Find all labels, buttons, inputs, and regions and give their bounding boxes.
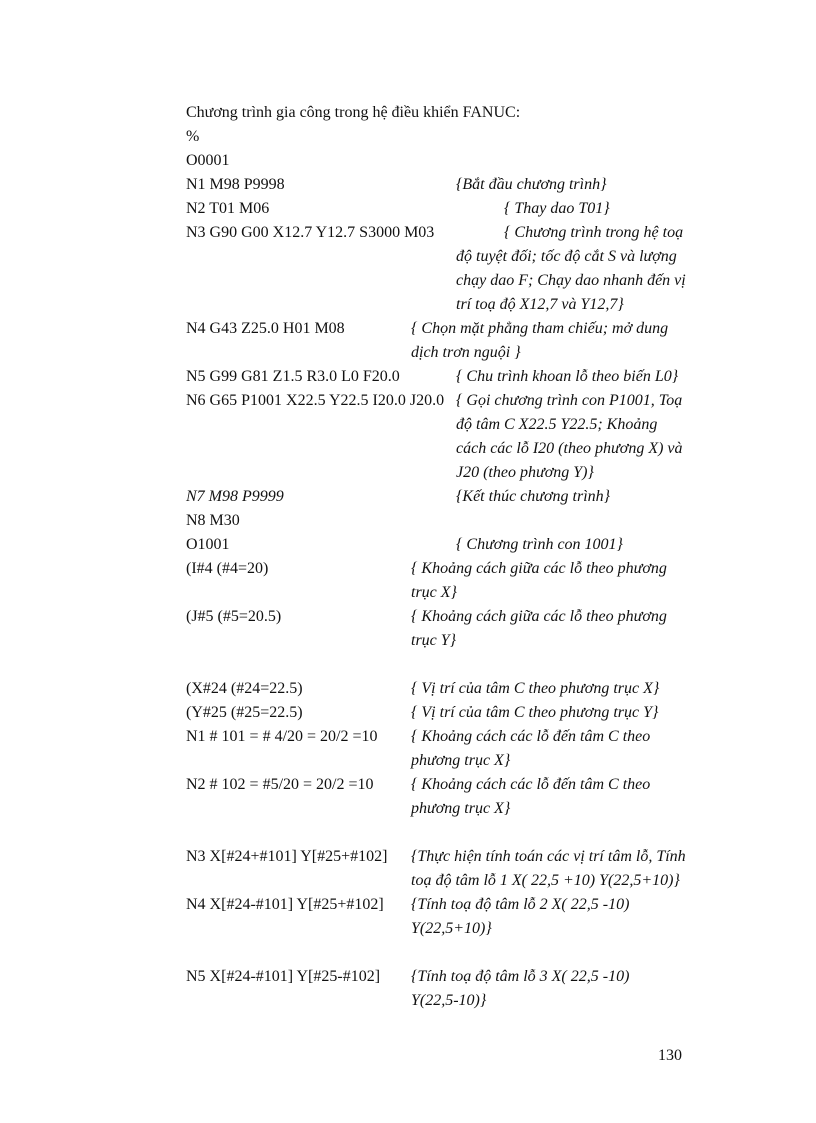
- code-line: (Y#25 (#25=22.5): [186, 704, 303, 721]
- comment-line: { Thay dao T01}: [504, 200, 610, 217]
- intro-heading: Chương trình gia công trong hệ điều khiển FANUC:: [186, 104, 521, 121]
- code-line: N3 X[#24+#101] Y[#25+#102]: [186, 848, 388, 865]
- code-line: N8 M30: [186, 512, 240, 529]
- comment-line: {Thực hiện tính toán các vị trí tâm lỗ, Tính: [411, 848, 686, 865]
- code-line: (J#5 (#5=20.5): [186, 608, 282, 625]
- comment-line: Y(22,5-10)}: [411, 992, 487, 1009]
- code-line: (X#24 (#24=22.5): [186, 680, 303, 697]
- comment-line: {Kết thúc chương trình}: [456, 488, 611, 505]
- code-line: N4 X[#24-#101] Y[#25+#102]: [186, 896, 384, 913]
- comment-line: cách các lỗ I20 (theo phương X) và: [456, 440, 683, 457]
- code-line: (I#4 (#4=20): [186, 560, 269, 577]
- code-line: N1 # 101 = # 4/20 = 20/2 =10: [186, 728, 378, 745]
- code-line: N5 G99 G81 Z1.5 R3.0 L0 F20.0: [186, 368, 400, 385]
- comment-line: { Khoảng cách các lỗ đến tâm C theo: [411, 728, 651, 745]
- comment-line: trục Y}: [411, 632, 457, 649]
- comment-line: { Khoảng cách giữa các lỗ theo phương: [411, 608, 667, 625]
- comment-line: { Vị trí của tâm C theo phương trục Y}: [411, 704, 659, 721]
- comment-line: toạ độ tâm lỗ 1 X( 22,5 +10) Y(22,5+10)}: [411, 872, 680, 889]
- code-line: N3 G90 G00 X12.7 Y12.7 S3000 M03: [186, 224, 435, 241]
- comment-line: { Gọi chương trình con P1001, Toạ: [456, 392, 683, 409]
- comment-line: {Bắt đầu chương trình}: [456, 176, 607, 193]
- comment-line: phương trục X}: [411, 800, 511, 817]
- comment-line: {Tính toạ độ tâm lỗ 2 X( 22,5 -10): [411, 896, 630, 913]
- comment-line: phương trục X}: [411, 752, 511, 769]
- comment-line: J20 (theo phương Y)}: [456, 464, 594, 481]
- code-line: N2 T01 M06: [186, 200, 270, 217]
- code-line: N6 G65 P1001 X22.5 Y22.5 I20.0 J20.0: [186, 392, 445, 409]
- comment-line: { Chọn mặt phẳng tham chiếu; mở dung: [411, 320, 669, 337]
- comment-line: { Chu trình khoan lỗ theo biến L0}: [456, 368, 679, 385]
- comment-line: chạy dao F; Chạy dao nhanh đến vị: [456, 272, 686, 289]
- comment-line: dịch trơn nguội }: [411, 344, 521, 361]
- comment-line: { Khoảng cách các lỗ đến tâm C theo: [411, 776, 651, 793]
- code-line: N5 X[#24-#101] Y[#25-#102]: [186, 968, 381, 985]
- code-line: %: [186, 128, 200, 145]
- comment-line: { Chương trình con 1001}: [456, 536, 623, 553]
- code-line: N1 M98 P9998: [186, 176, 285, 193]
- page-number: 130: [658, 1047, 682, 1064]
- code-line: N2 # 102 = #5/20 = 20/2 =10: [186, 776, 374, 793]
- code-line: O1001: [186, 536, 230, 553]
- code-line: N4 G43 Z25.0 H01 M08: [186, 320, 345, 337]
- comment-line: Y(22,5+10)}: [411, 920, 492, 937]
- comment-line: { Chương trình trong hệ toạ: [504, 224, 684, 241]
- comment-line: {Tính toạ độ tâm lỗ 3 X( 22,5 -10): [411, 968, 630, 985]
- code-line: N7 M98 P9999: [186, 488, 284, 505]
- comment-line: { Khoảng cách giữa các lỗ theo phương: [411, 560, 667, 577]
- code-line: O0001: [186, 152, 230, 169]
- comment-line: độ tuyệt đối; tốc độ cắt S và lượng: [456, 248, 677, 265]
- comment-line: độ tâm C X22.5 Y22.5; Khoảng: [456, 416, 658, 433]
- comment-line: trục X}: [411, 584, 457, 601]
- comment-line: { Vị trí của tâm C theo phương trục X}: [411, 680, 660, 697]
- comment-line: trí toạ độ X12,7 và Y12,7}: [456, 296, 624, 313]
